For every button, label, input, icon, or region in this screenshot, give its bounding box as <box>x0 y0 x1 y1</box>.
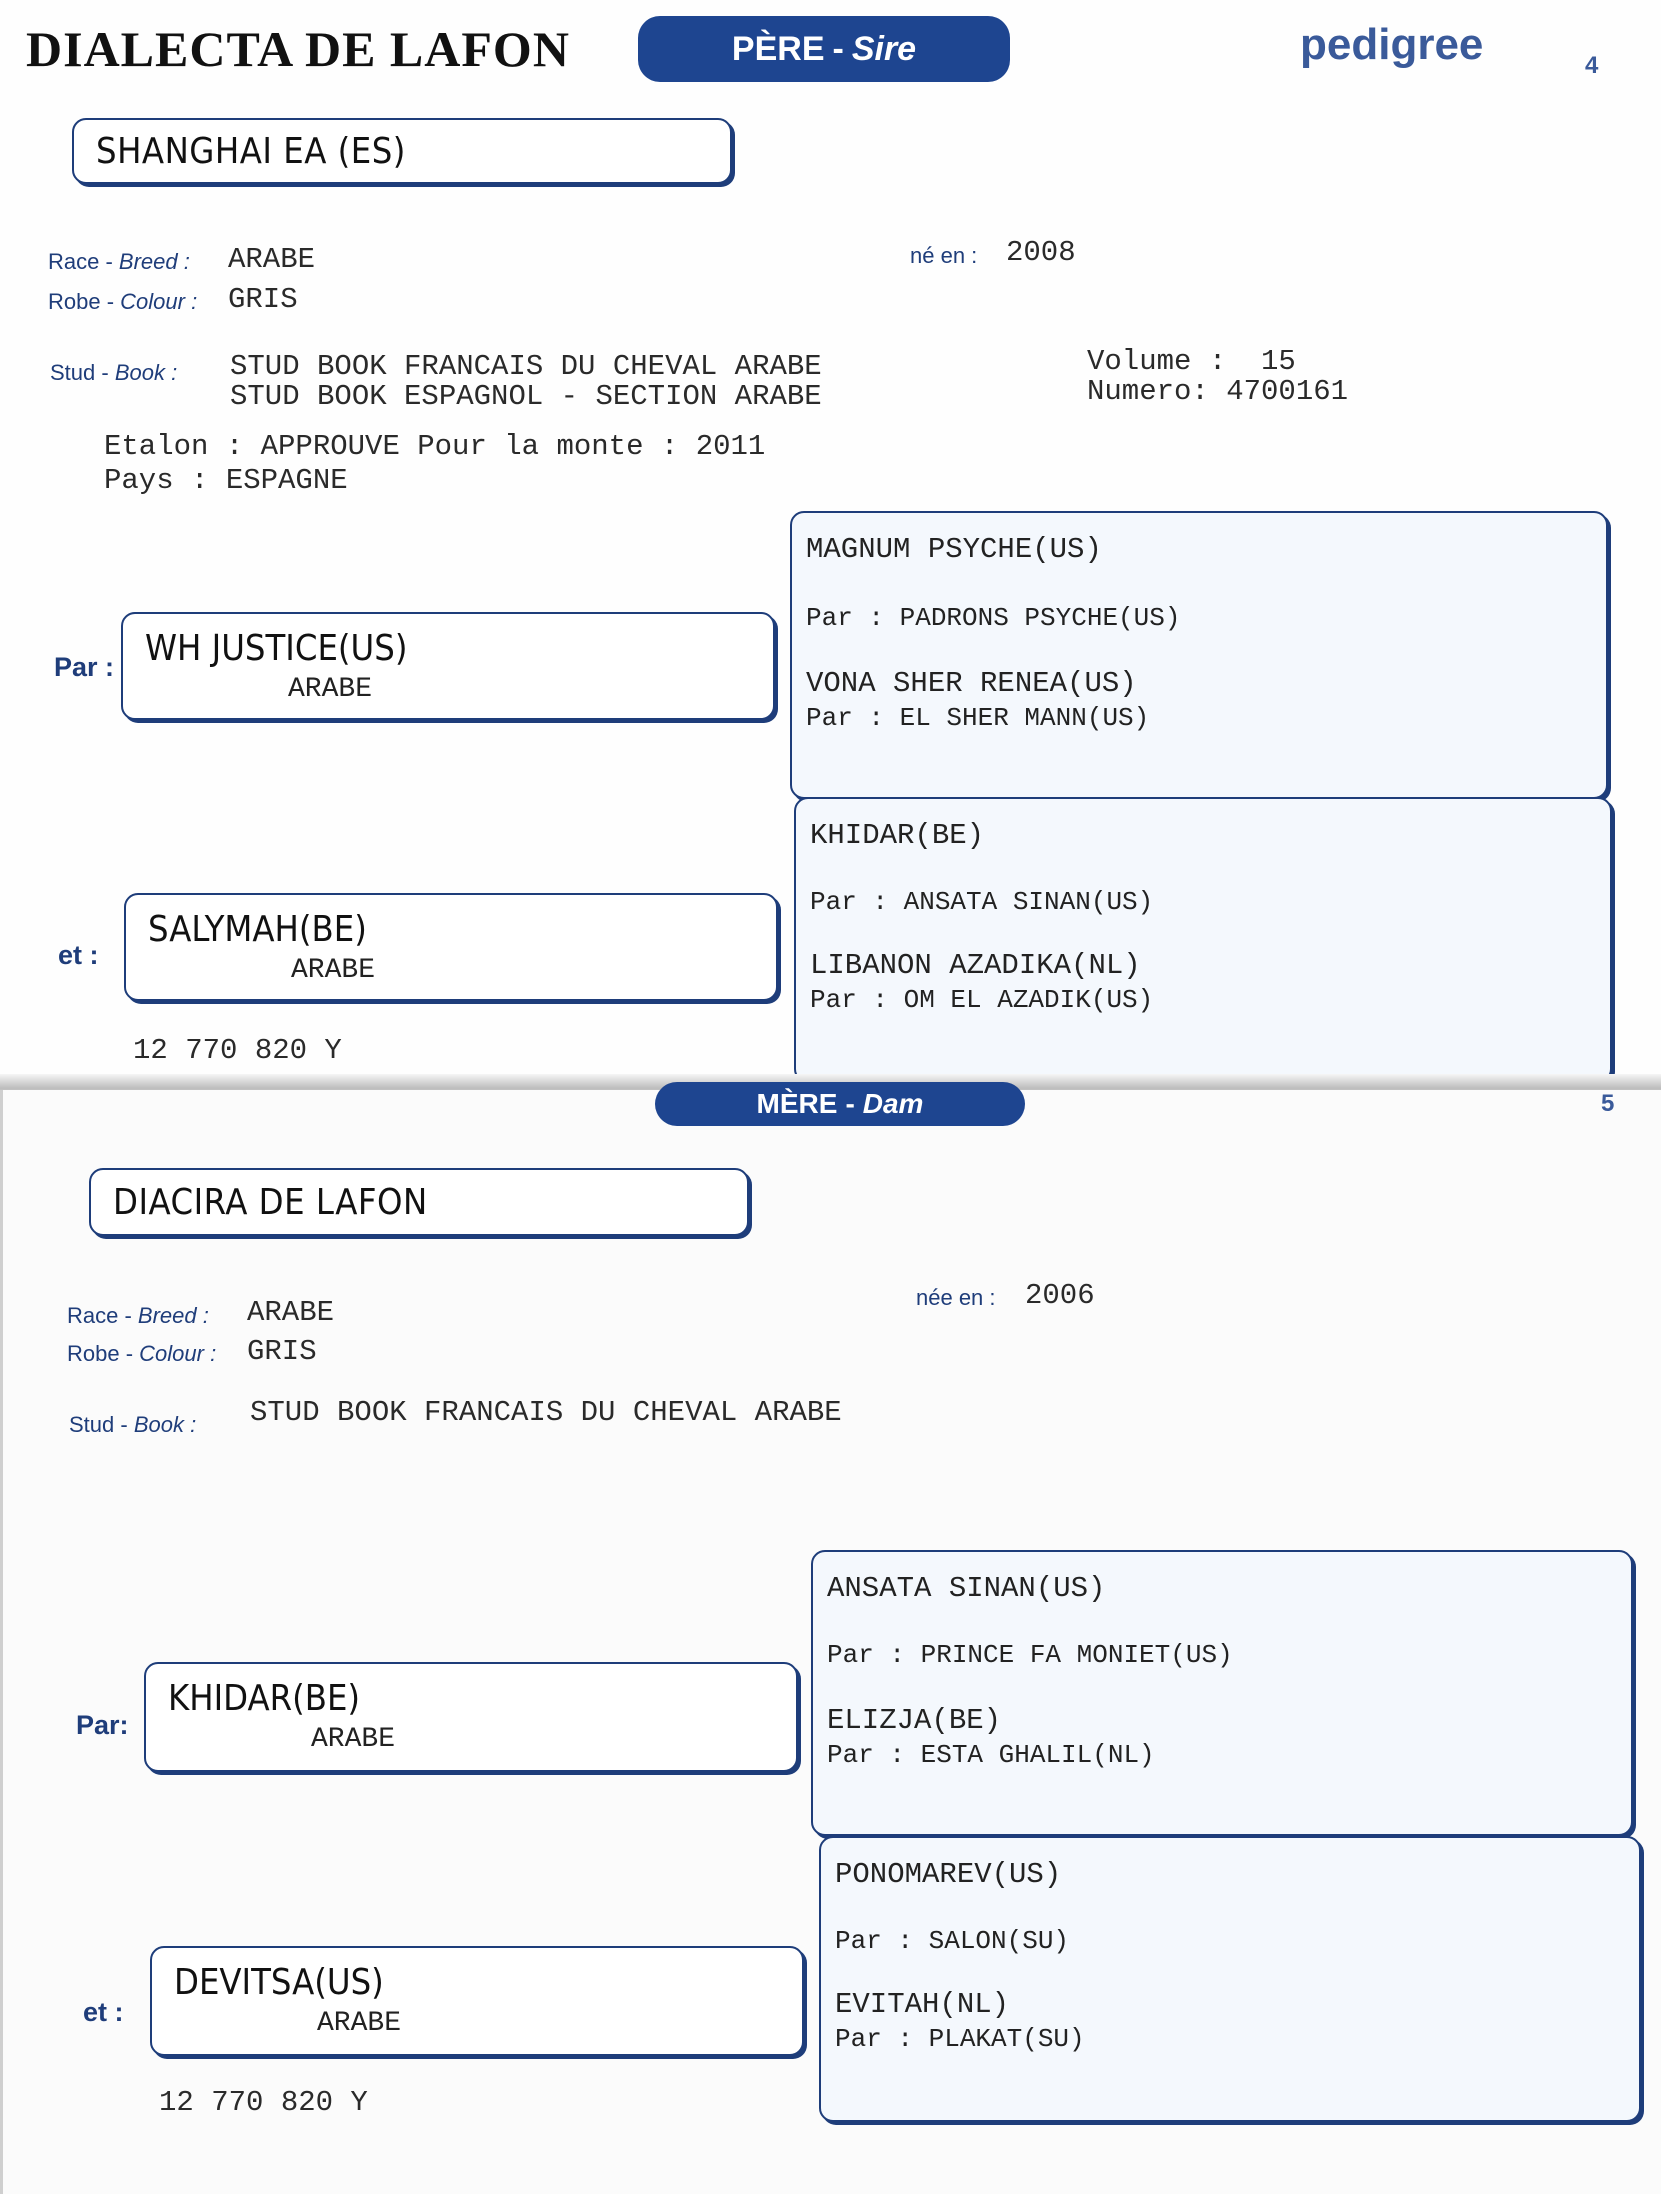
colour-label: Robe - Colour : <box>48 289 198 314</box>
dam-page <box>0 1090 1661 2194</box>
dam-paternal-granddam-par: Par : ESTA GHALIL(NL) <box>827 1740 1155 1770</box>
dam-colour-label: Robe - Colour : <box>67 1341 217 1366</box>
dam-maternal-granddam-par: Par : PLAKAT(SU) <box>835 2024 1085 2054</box>
maternal-granddam-par: Par : OM EL AZADIK(US) <box>810 985 1154 1015</box>
dam-father-box <box>144 1662 798 1772</box>
father-breed: ARABE <box>288 674 373 705</box>
dam-born-value: 2006 <box>1025 1279 1095 1312</box>
maternal-granddam: LIBANON AZADIKA(NL) <box>810 949 1141 982</box>
dam-paternal-grandsire: ANSATA SINAN(US) <box>827 1572 1106 1605</box>
born-value: 2008 <box>1006 236 1076 269</box>
dam-breed-label: Race - Breed : <box>67 1303 209 1328</box>
father-box <box>121 612 775 720</box>
dam-maternal-grandsire-par: Par : SALON(SU) <box>835 1926 1070 1956</box>
dam-tab-main: MÈRE <box>756 1088 838 1119</box>
sire-name: SHANGHAI EA (ES) <box>96 131 406 172</box>
etalon-line: Etalon : APPROUVE Pour la monte : 2011 <box>104 430 766 463</box>
dam-studbook-line-1: STUD BOOK FRANCAIS DU CHEVAL ARABE <box>250 1396 842 1429</box>
dam-et-label: et : <box>83 1997 124 2027</box>
dam-maternal-grandsire: PONOMAREV(US) <box>835 1858 1062 1891</box>
paternal-grandparents-box <box>790 511 1608 799</box>
maternal-grandsire: KHIDAR(BE) <box>810 819 985 852</box>
page-number-top: 4 <box>1585 52 1599 79</box>
sire-tab-alt: Sire <box>851 29 917 68</box>
page-number-bottom: 5 <box>1601 1090 1615 1117</box>
paternal-grandsire-par: Par : PADRONS PSYCHE(US) <box>806 603 1181 633</box>
document-title: DIALECTA DE LAFON <box>26 21 570 77</box>
mother-box <box>124 893 778 1001</box>
dam-mother-name: DEVITSA(US) <box>174 1962 384 2003</box>
mother-breed: ARABE <box>291 955 376 986</box>
paternal-grandsire: MAGNUM PSYCHE(US) <box>806 533 1102 566</box>
dam-id-number: 12 770 820 Y <box>159 2086 368 2119</box>
dam-name: DIACIRA DE LAFON <box>113 1182 428 1223</box>
sire-page <box>0 0 1661 1082</box>
pays-line: Pays : ESPAGNE <box>104 464 348 497</box>
maternal-grandsire-par: Par : ANSATA SINAN(US) <box>810 887 1154 917</box>
dam-maternal-granddam: EVITAH(NL) <box>835 1988 1010 2021</box>
dam-studbook-label: Stud - Book : <box>69 1412 197 1437</box>
numero-line: Numero: 4700161 <box>1087 375 1349 408</box>
dam-paternal-granddam: ELIZJA(BE) <box>827 1704 1002 1737</box>
paternal-granddam: VONA SHER RENEA(US) <box>806 667 1137 700</box>
brand-label: pedigree <box>1300 20 1484 69</box>
sire-tab-sep: - <box>832 29 844 68</box>
mother-name: SALYMAH(BE) <box>148 909 367 950</box>
dam-born-label: née en : <box>916 1285 996 1310</box>
paternal-granddam-par: Par : EL SHER MANN(US) <box>806 703 1150 733</box>
par-label: Par : <box>54 652 115 682</box>
dam-mother-box <box>150 1946 804 2056</box>
dam-breed-value: ARABE <box>247 1296 335 1329</box>
dam-maternal-grandparents-box <box>819 1836 1641 2122</box>
father-name: WH JUSTICE(US) <box>145 628 408 669</box>
breed-value: ARABE <box>228 243 316 276</box>
et-label: et : <box>58 940 99 970</box>
sire-name-box <box>72 118 732 184</box>
studbook-label: Stud - Book : <box>50 360 178 385</box>
dam-tab <box>655 1082 1025 1126</box>
dam-name-box <box>89 1168 749 1236</box>
sire-tab <box>638 16 1010 82</box>
dam-tab-alt: Dam <box>862 1088 924 1119</box>
studbook-line-2: STUD BOOK ESPAGNOL - SECTION ARABE <box>230 380 822 413</box>
maternal-grandparents-box <box>794 797 1612 1083</box>
dam-mother-breed: ARABE <box>317 2008 402 2039</box>
dam-father-breed: ARABE <box>311 1724 396 1755</box>
born-label: né en : <box>910 243 978 268</box>
volume-line: Volume : 15 <box>1087 345 1296 378</box>
breed-label: Race - Breed : <box>48 249 190 274</box>
dam-colour-value: GRIS <box>247 1335 317 1368</box>
dam-paternal-grandsire-par: Par : PRINCE FA MONIET(US) <box>827 1640 1233 1670</box>
dam-father-name: KHIDAR(BE) <box>168 1678 361 1719</box>
colour-value: GRIS <box>228 283 298 316</box>
dam-paternal-grandparents-box <box>811 1550 1633 1836</box>
studbook-line-1: STUD BOOK FRANCAIS DU CHEVAL ARABE <box>230 350 822 383</box>
id-number: 12 770 820 Y <box>133 1034 342 1067</box>
dam-par-label: Par: <box>76 1710 129 1740</box>
dam-tab-sep: - <box>845 1088 855 1119</box>
sire-tab-main: PÈRE <box>731 29 825 68</box>
